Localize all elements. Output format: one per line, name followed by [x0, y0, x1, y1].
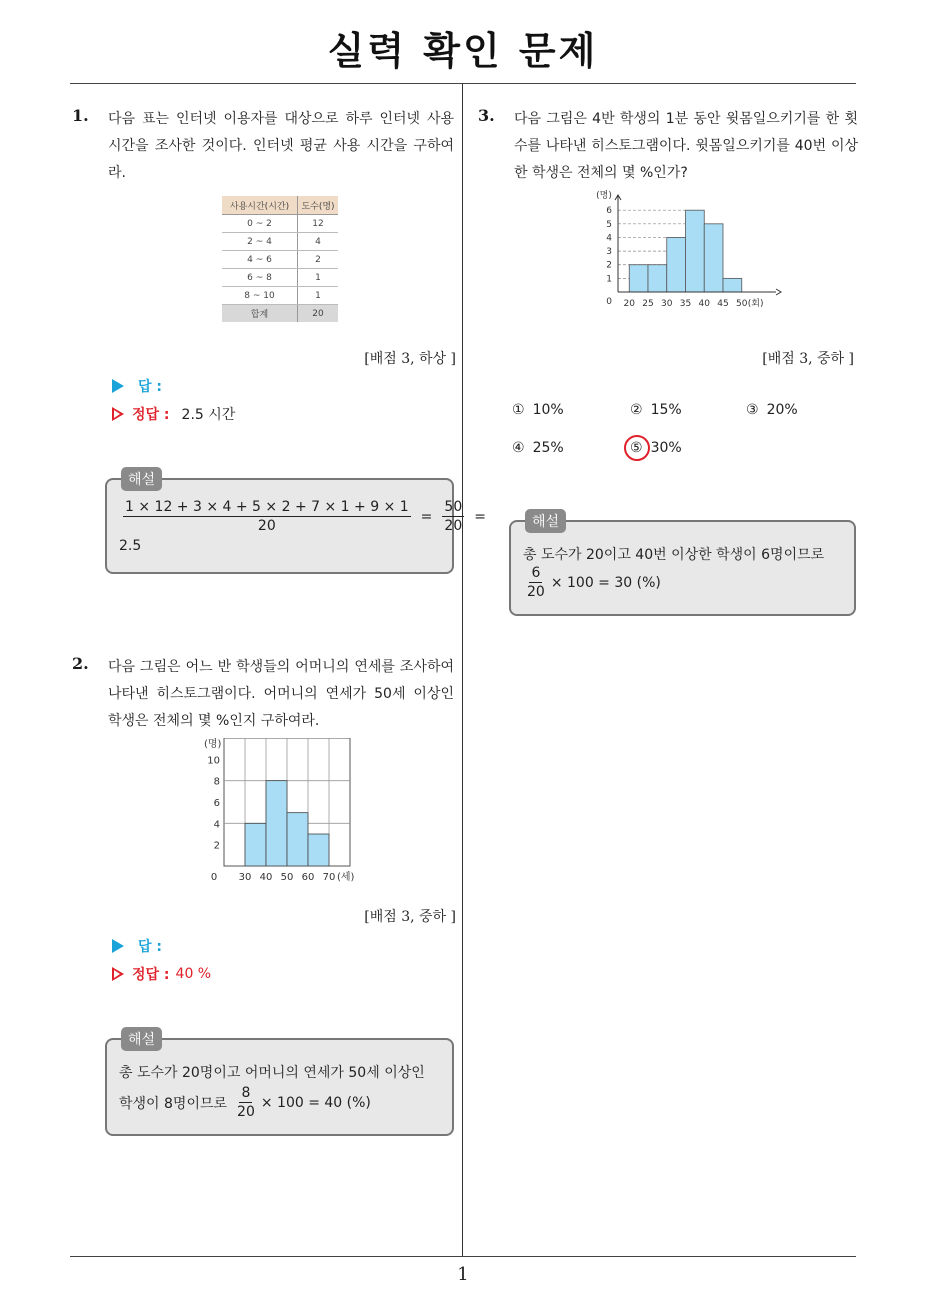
- y-tick-label: 6: [213, 798, 220, 809]
- explanation-result: 2.5: [119, 538, 142, 554]
- histogram-bar: [287, 813, 308, 866]
- page-number: 1: [457, 1264, 469, 1285]
- score-label: [배점 3, 하상 ]: [364, 351, 456, 367]
- choice-text: 10%: [532, 402, 564, 418]
- play-icon: [112, 379, 124, 393]
- explanation-box: [105, 1032, 454, 1136]
- table-cell: 6 ~ 8: [222, 269, 298, 287]
- choice-text: 20%: [766, 402, 798, 418]
- play-outline-icon: [112, 407, 124, 421]
- choice-mark: ④: [512, 440, 525, 456]
- explanation-fraction: [235, 1084, 257, 1121]
- question-text: 다음 그림은 4반 학생의 1분 동안 윗몸일으키기를 한 횟수를 나타낸 히스토그램이다. 윗몸일으키기를 40번 이상한 학생은 전체의 몇 %인가?: [514, 111, 858, 181]
- x-tick-label: 50: [280, 872, 294, 883]
- answer-label: 답 :: [138, 379, 162, 395]
- page-title: 실력 확인 문제: [327, 29, 599, 73]
- histogram-bar: [723, 278, 742, 292]
- explanation-tag: 해설: [121, 467, 162, 491]
- choice-text: 30%: [650, 440, 682, 456]
- table-cell: 8 ~ 10: [222, 287, 298, 305]
- answer-row: [112, 376, 162, 396]
- histogram-bar: [667, 237, 686, 292]
- choice-text: 25%: [532, 440, 564, 456]
- table-cell: 12: [298, 215, 339, 233]
- explanation-line: 학생이 8명이므로: [119, 1095, 228, 1112]
- histogram-bar: [266, 781, 287, 866]
- fraction-numerator: 6: [531, 565, 541, 581]
- y-tick-label: 3: [606, 247, 612, 258]
- explanation-fraction: [525, 564, 547, 601]
- explanation-fraction: [442, 498, 464, 535]
- choice-1[interactable]: [512, 402, 564, 418]
- x-tick-label: 30: [661, 299, 673, 309]
- explanation-fraction: [123, 498, 411, 535]
- y-tick-label: 6: [606, 206, 612, 217]
- histogram-bar: [629, 265, 648, 292]
- question-number: 2.: [72, 654, 89, 673]
- y-tick-label: 2: [213, 840, 220, 852]
- correct-value: 2.5 시간: [181, 407, 236, 423]
- choice-4[interactable]: [512, 440, 564, 456]
- table-row: [222, 287, 338, 305]
- fraction-numerator: 8: [241, 1085, 251, 1101]
- fraction-numerator: 50: [444, 499, 463, 515]
- table-cell: 20: [298, 305, 339, 323]
- table-row: [222, 233, 338, 251]
- score-label: [배점 3, 중하 ]: [762, 351, 854, 367]
- question-text: 다음 그림은 어느 반 학생들의 어머니의 연세를 조사하여 나타낸 히스토그램이다. 어머니의 연세가 50세 이상인 학생은 전체의 몇 %인지 구하여라.: [108, 659, 454, 729]
- choice-mark: ①: [512, 402, 525, 418]
- correct-answer-row: [112, 404, 235, 424]
- question-number: 3.: [478, 106, 495, 125]
- x-tick-label: 0: [210, 872, 218, 883]
- question-3: [478, 106, 862, 626]
- x-tick-label: 45: [717, 299, 729, 309]
- x-tick-label: 50: [736, 299, 748, 309]
- fraction-denominator: 20: [257, 518, 276, 534]
- x-axis-label: (회): [747, 299, 764, 309]
- table-header: 도수(명): [298, 196, 339, 215]
- table-cell: 0 ~ 2: [222, 215, 298, 233]
- choice-mark: ③: [746, 402, 759, 418]
- answer-label: 답 :: [138, 939, 162, 955]
- choice-3[interactable]: [746, 402, 798, 418]
- fraction-numerator: 1 × 12 + 3 × 4 + 5 × 2 + 7 × 1 + 9 × 1: [125, 499, 409, 515]
- explanation-box: [105, 472, 486, 574]
- table-cell: 합계: [222, 305, 298, 323]
- x-tick-label: 25: [642, 299, 654, 309]
- x-tick-label: 30: [238, 872, 252, 883]
- correct-label: 정답 :: [132, 967, 170, 983]
- table-cell: 2: [298, 251, 339, 269]
- x-tick-label: 70: [322, 872, 336, 883]
- score-label: [배점 3, 중하 ]: [364, 909, 456, 925]
- correct-label: 정답 :: [132, 407, 170, 423]
- play-icon: [112, 939, 124, 953]
- y-tick-label: 5: [606, 219, 612, 230]
- table-row: [222, 215, 338, 233]
- choice-mark: ②: [630, 402, 643, 418]
- x-tick-label: 40: [259, 872, 273, 883]
- question-text: 다음 표는 인터넷 이용자를 대상으로 하루 인터넷 사용 시간을 조사한 것이다. 인터넷 평균 사용 시간을 구하여라.: [108, 111, 454, 181]
- frequency-table: [222, 196, 338, 322]
- column-divider: [462, 83, 463, 1256]
- fraction-denominator: 20: [237, 1104, 255, 1120]
- equals-sign: =: [474, 508, 486, 525]
- y-axis-label: (명): [204, 739, 222, 750]
- question-number: 1.: [72, 106, 89, 125]
- histogram-bar: [686, 210, 705, 292]
- x-tick-label: 35: [679, 299, 692, 309]
- top-rule: [70, 83, 856, 84]
- choice-mark: ⑤: [630, 440, 643, 456]
- table-cell: 4 ~ 6: [222, 251, 298, 269]
- play-outline-icon: [112, 967, 124, 981]
- explanation-line: 총 도수가 20명이고 어머니의 연세가 50세 이상인: [119, 1065, 425, 1081]
- table-header: 사용시간(시간): [222, 196, 298, 215]
- histogram-bar: [245, 823, 266, 866]
- correct-value: 40 %: [175, 966, 212, 982]
- explanation-tag: 해설: [121, 1027, 162, 1051]
- fraction-denominator: 20: [444, 518, 463, 534]
- question-1: [72, 106, 486, 586]
- choice-text: 15%: [650, 402, 682, 418]
- y-tick-label: 4: [606, 233, 612, 244]
- y-tick-label: 0: [606, 297, 612, 307]
- explanation-box: [509, 514, 856, 616]
- table-cell: 1: [298, 269, 339, 287]
- x-tick-label: 20: [623, 299, 635, 309]
- situps-histogram: [590, 190, 790, 320]
- x-axis-label: (세): [337, 872, 355, 883]
- x-axis-arrow: [776, 289, 781, 295]
- x-tick-label: 40: [698, 299, 710, 309]
- correct-answer-row: [112, 964, 211, 984]
- table-cell: 2 ~ 4: [222, 233, 298, 251]
- x-tick-label: 60: [301, 872, 315, 883]
- explanation-line: × 100 = 30 (%): [550, 574, 661, 591]
- table-cell: 4: [298, 233, 339, 251]
- answer-row: [112, 936, 162, 956]
- histogram-bar: [648, 265, 667, 292]
- y-tick-label: 8: [213, 776, 220, 788]
- selected-answer-circle: [624, 435, 650, 461]
- y-tick-label: 10: [207, 755, 220, 767]
- choice-2[interactable]: [630, 402, 682, 418]
- table-row: [222, 269, 338, 287]
- y-axis-label: (명): [596, 191, 612, 201]
- explanation-line: × 100 = 40 (%): [260, 1094, 371, 1111]
- explanation-line: 총 도수가 20이고 40번 이상한 학생이 6명이므로: [523, 547, 825, 563]
- explanation-tag: 해설: [525, 509, 566, 533]
- age-histogram: [200, 738, 370, 888]
- bottom-rule: [70, 1256, 856, 1257]
- table-cell: 1: [298, 287, 339, 305]
- histogram-bar: [704, 224, 723, 292]
- table-total-row: [222, 305, 338, 323]
- y-tick-label: 1: [606, 274, 612, 285]
- question-2: [72, 654, 456, 1144]
- y-tick-label: 4: [213, 819, 220, 831]
- table-row: [222, 251, 338, 269]
- equals-sign: =: [420, 508, 433, 525]
- histogram-bar: [308, 834, 329, 866]
- fraction-denominator: 20: [527, 584, 545, 600]
- y-tick-label: 2: [606, 260, 612, 271]
